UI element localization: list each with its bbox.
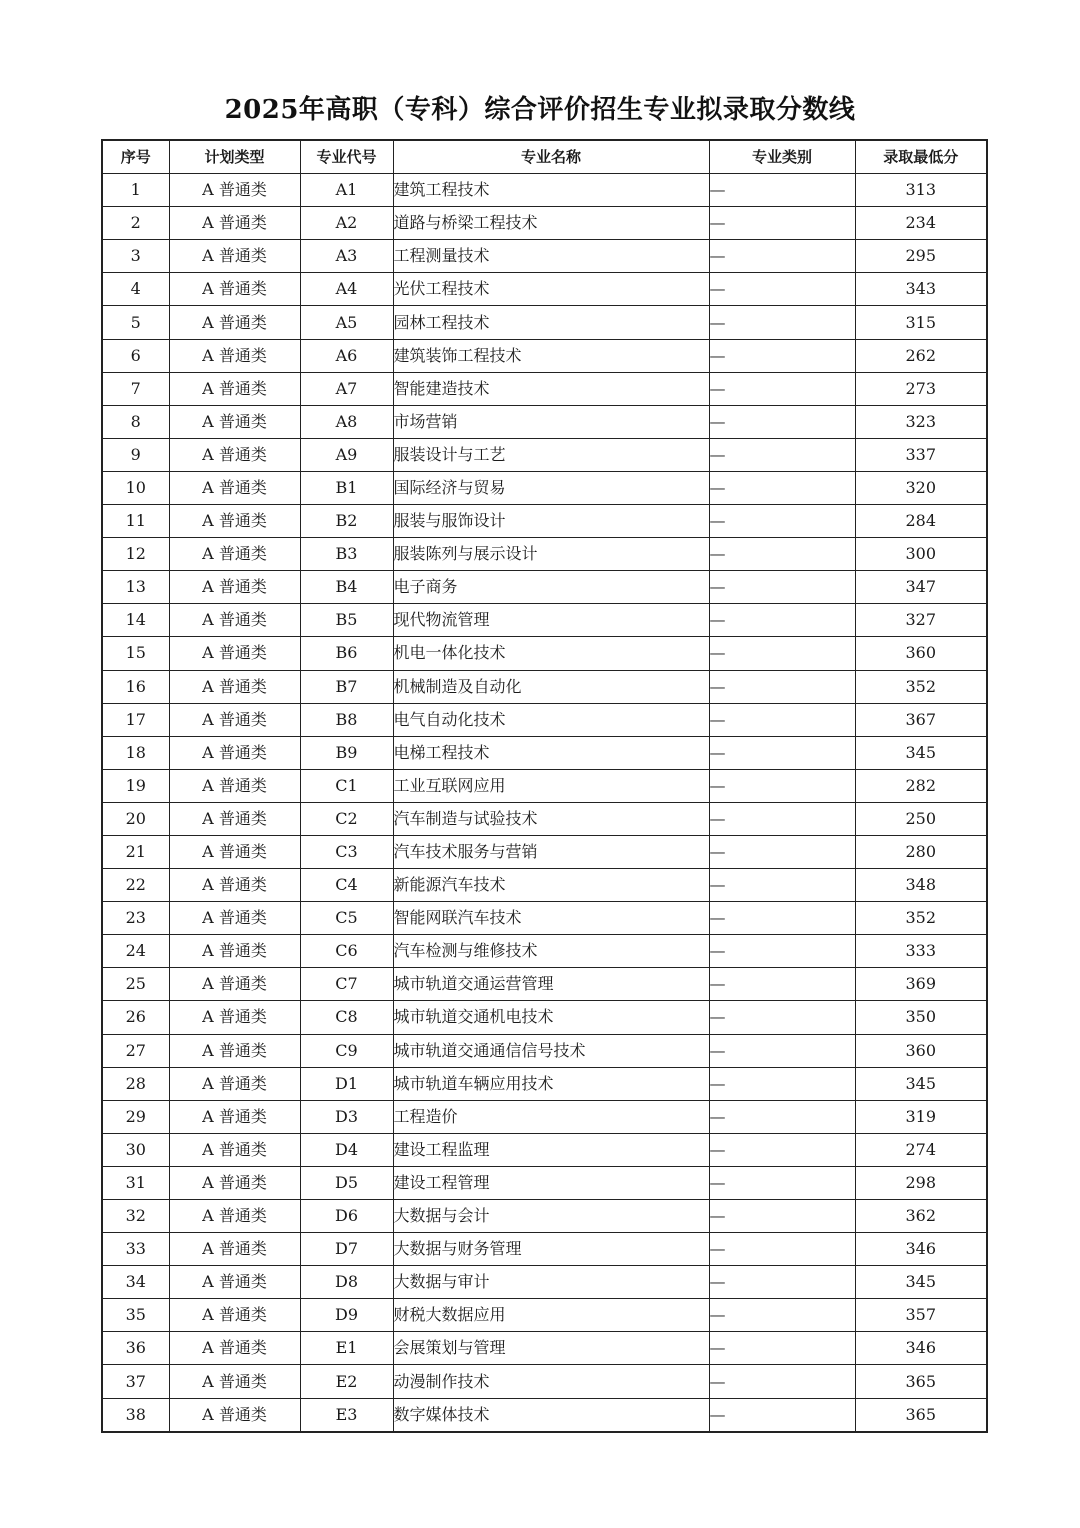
cell-major-name: 工程造价: [393, 1100, 709, 1133]
cell-serial: 16: [102, 670, 169, 703]
cell-major-code: C1: [300, 769, 393, 802]
cell-serial: 22: [102, 869, 169, 902]
cell-major-code: B7: [300, 670, 393, 703]
cell-major-code: E3: [300, 1398, 393, 1432]
cell-serial: 30: [102, 1133, 169, 1166]
cell-min-score: 295: [855, 240, 987, 273]
cell-major-code: B9: [300, 736, 393, 769]
table-row: [102, 670, 987, 703]
cell-serial: 17: [102, 703, 169, 736]
cell-major-code: C7: [300, 968, 393, 1001]
cell-serial: 5: [102, 306, 169, 339]
cell-major-name: 机械制造及自动化: [393, 670, 709, 703]
cell-major-code: E2: [300, 1365, 393, 1398]
cell-serial: 7: [102, 372, 169, 405]
cell-serial: 34: [102, 1266, 169, 1299]
cell-major-category: —: [709, 1233, 855, 1266]
cell-major-name: 大数据与审计: [393, 1266, 709, 1299]
cell-major-name: 工程测量技术: [393, 240, 709, 273]
table-row: [102, 902, 987, 935]
cell-min-score: 348: [855, 869, 987, 902]
table-row: [102, 240, 987, 273]
cell-min-score: 345: [855, 1266, 987, 1299]
table-row: [102, 1398, 987, 1432]
cell-serial: 6: [102, 339, 169, 372]
cell-plan-type: A 普通类: [169, 670, 300, 703]
cell-major-name: 汽车技术服务与营销: [393, 835, 709, 868]
cell-major-code: B4: [300, 571, 393, 604]
cell-major-name: 大数据与财务管理: [393, 1233, 709, 1266]
cell-major-name: 大数据与会计: [393, 1200, 709, 1233]
cell-min-score: 320: [855, 471, 987, 504]
table-row: [102, 207, 987, 240]
cell-major-code: D1: [300, 1067, 393, 1100]
cell-major-category: —: [709, 637, 855, 670]
table-row: [102, 471, 987, 504]
cell-min-score: 357: [855, 1299, 987, 1332]
cell-serial: 26: [102, 1001, 169, 1034]
cell-major-name: 新能源汽车技术: [393, 869, 709, 902]
cell-plan-type: A 普通类: [169, 273, 300, 306]
cell-major-code: D3: [300, 1100, 393, 1133]
table-row: [102, 968, 987, 1001]
cell-major-code: C8: [300, 1001, 393, 1034]
cell-plan-type: A 普通类: [169, 1133, 300, 1166]
cell-plan-type: A 普通类: [169, 571, 300, 604]
cell-min-score: 337: [855, 438, 987, 471]
cell-plan-type: A 普通类: [169, 1332, 300, 1365]
cell-min-score: 280: [855, 835, 987, 868]
cell-major-category: —: [709, 571, 855, 604]
table-row: [102, 1233, 987, 1266]
cell-major-category: —: [709, 1266, 855, 1299]
table-row: [102, 273, 987, 306]
cell-major-code: B6: [300, 637, 393, 670]
table-row: [102, 1001, 987, 1034]
cell-min-score: 345: [855, 736, 987, 769]
cell-serial: 18: [102, 736, 169, 769]
cell-min-score: 300: [855, 538, 987, 571]
table-row: [102, 835, 987, 868]
cell-plan-type: A 普通类: [169, 405, 300, 438]
table-row: [102, 1133, 987, 1166]
cell-serial: 10: [102, 471, 169, 504]
cell-major-name: 城市轨道车辆应用技术: [393, 1067, 709, 1100]
cell-major-category: —: [709, 372, 855, 405]
table-row: [102, 1365, 987, 1398]
cell-plan-type: A 普通类: [169, 1034, 300, 1067]
cell-plan-type: A 普通类: [169, 935, 300, 968]
cell-major-code: D5: [300, 1166, 393, 1199]
cell-plan-type: A 普通类: [169, 769, 300, 802]
cell-serial: 23: [102, 902, 169, 935]
cell-major-code: B2: [300, 505, 393, 538]
cell-major-code: D8: [300, 1266, 393, 1299]
table-header-row: [102, 140, 987, 174]
cell-min-score: 352: [855, 902, 987, 935]
cell-major-name: 建筑工程技术: [393, 174, 709, 207]
cell-major-category: —: [709, 1365, 855, 1398]
table-row: [102, 935, 987, 968]
table-row: [102, 174, 987, 207]
cell-serial: 36: [102, 1332, 169, 1365]
cell-major-name: 建设工程管理: [393, 1166, 709, 1199]
cell-major-name: 道路与桥梁工程技术: [393, 207, 709, 240]
cell-major-name: 国际经济与贸易: [393, 471, 709, 504]
cell-min-score: 343: [855, 273, 987, 306]
cell-min-score: 360: [855, 1034, 987, 1067]
cell-serial: 29: [102, 1100, 169, 1133]
cell-major-category: —: [709, 405, 855, 438]
cell-major-name: 城市轨道交通机电技术: [393, 1001, 709, 1034]
cell-min-score: 350: [855, 1001, 987, 1034]
cell-major-code: C5: [300, 902, 393, 935]
table-row: [102, 438, 987, 471]
table-row: [102, 604, 987, 637]
header-major-code: 专业代号: [300, 140, 393, 174]
cell-serial: 24: [102, 935, 169, 968]
cell-serial: 1: [102, 174, 169, 207]
cell-min-score: 282: [855, 769, 987, 802]
table-row: [102, 1034, 987, 1067]
cell-plan-type: A 普通类: [169, 1200, 300, 1233]
table-row: [102, 372, 987, 405]
table-row: [102, 571, 987, 604]
table-row: [102, 1332, 987, 1365]
cell-min-score: 347: [855, 571, 987, 604]
cell-major-category: —: [709, 902, 855, 935]
table-row: [102, 538, 987, 571]
cell-major-name: 工业互联网应用: [393, 769, 709, 802]
cell-plan-type: A 普通类: [169, 438, 300, 471]
cell-serial: 21: [102, 835, 169, 868]
cell-major-category: —: [709, 306, 855, 339]
table-row: [102, 1100, 987, 1133]
cell-min-score: 369: [855, 968, 987, 1001]
cell-min-score: 262: [855, 339, 987, 372]
cell-serial: 4: [102, 273, 169, 306]
cell-major-name: 智能网联汽车技术: [393, 902, 709, 935]
cell-major-category: —: [709, 703, 855, 736]
cell-plan-type: A 普通类: [169, 207, 300, 240]
cell-min-score: 323: [855, 405, 987, 438]
cell-min-score: 345: [855, 1067, 987, 1100]
cell-major-code: C6: [300, 935, 393, 968]
cell-serial: 35: [102, 1299, 169, 1332]
cell-major-name: 电气自动化技术: [393, 703, 709, 736]
cell-major-category: —: [709, 207, 855, 240]
cell-min-score: 319: [855, 1100, 987, 1133]
cell-plan-type: A 普通类: [169, 1001, 300, 1034]
cell-major-category: —: [709, 604, 855, 637]
header-plan-type: 计划类型: [169, 140, 300, 174]
cell-major-code: C4: [300, 869, 393, 902]
cell-min-score: 346: [855, 1332, 987, 1365]
cell-serial: 19: [102, 769, 169, 802]
table-row: [102, 703, 987, 736]
cell-min-score: 333: [855, 935, 987, 968]
cell-major-name: 电梯工程技术: [393, 736, 709, 769]
cell-major-category: —: [709, 1200, 855, 1233]
cell-major-code: C3: [300, 835, 393, 868]
cell-serial: 11: [102, 505, 169, 538]
cell-major-category: —: [709, 1034, 855, 1067]
table-row: [102, 1266, 987, 1299]
document-title: 2025年高职（专科）综合评价招生专业拟录取分数线: [224, 95, 856, 125]
cell-major-code: B3: [300, 538, 393, 571]
cell-major-name: 服装与服饰设计: [393, 505, 709, 538]
header-major-category: 专业类别: [709, 140, 855, 174]
cell-plan-type: A 普通类: [169, 802, 300, 835]
table-row: [102, 1299, 987, 1332]
cell-major-category: —: [709, 273, 855, 306]
cell-major-code: A4: [300, 273, 393, 306]
table-row: [102, 1067, 987, 1100]
cell-major-category: —: [709, 505, 855, 538]
cell-major-code: C9: [300, 1034, 393, 1067]
cell-plan-type: A 普通类: [169, 869, 300, 902]
cell-major-category: —: [709, 240, 855, 273]
table-row: [102, 769, 987, 802]
header-major-name: 专业名称: [393, 140, 709, 174]
cell-major-category: —: [709, 1133, 855, 1166]
table-row: [102, 736, 987, 769]
table-row: [102, 1166, 987, 1199]
cell-min-score: 352: [855, 670, 987, 703]
cell-serial: 3: [102, 240, 169, 273]
cell-serial: 9: [102, 438, 169, 471]
cell-serial: 28: [102, 1067, 169, 1100]
cell-major-code: D6: [300, 1200, 393, 1233]
cell-major-code: A6: [300, 339, 393, 372]
cell-serial: 37: [102, 1365, 169, 1398]
cell-major-category: —: [709, 968, 855, 1001]
cell-major-category: —: [709, 869, 855, 902]
cell-major-category: —: [709, 1100, 855, 1133]
table-row: [102, 339, 987, 372]
cell-serial: 14: [102, 604, 169, 637]
cell-major-code: B1: [300, 471, 393, 504]
cell-major-category: —: [709, 1332, 855, 1365]
cell-min-score: 313: [855, 174, 987, 207]
cell-plan-type: A 普通类: [169, 240, 300, 273]
table-row: [102, 405, 987, 438]
cell-plan-type: A 普通类: [169, 471, 300, 504]
cell-min-score: 327: [855, 604, 987, 637]
cell-min-score: 250: [855, 802, 987, 835]
header-min-score: 录取最低分: [855, 140, 987, 174]
cell-min-score: 360: [855, 637, 987, 670]
cell-major-name: 城市轨道交通运营管理: [393, 968, 709, 1001]
cell-major-category: —: [709, 769, 855, 802]
cell-plan-type: A 普通类: [169, 902, 300, 935]
cell-major-name: 财税大数据应用: [393, 1299, 709, 1332]
cell-serial: 2: [102, 207, 169, 240]
cell-major-name: 市场营销: [393, 405, 709, 438]
cell-major-category: —: [709, 802, 855, 835]
cell-major-name: 城市轨道交通通信信号技术: [393, 1034, 709, 1067]
cell-plan-type: A 普通类: [169, 604, 300, 637]
table-row: [102, 505, 987, 538]
cell-plan-type: A 普通类: [169, 637, 300, 670]
cell-major-code: C2: [300, 802, 393, 835]
cell-major-name: 动漫制作技术: [393, 1365, 709, 1398]
cell-major-name: 汽车检测与维修技术: [393, 935, 709, 968]
table-row: [102, 1200, 987, 1233]
cell-major-category: —: [709, 670, 855, 703]
cell-min-score: 234: [855, 207, 987, 240]
cell-min-score: 284: [855, 505, 987, 538]
cell-major-name: 智能建造技术: [393, 372, 709, 405]
table-row: [102, 869, 987, 902]
cell-major-code: A8: [300, 405, 393, 438]
cell-serial: 12: [102, 538, 169, 571]
cell-major-category: —: [709, 438, 855, 471]
cell-major-name: 园林工程技术: [393, 306, 709, 339]
table-row: [102, 306, 987, 339]
cell-plan-type: A 普通类: [169, 505, 300, 538]
cell-plan-type: A 普通类: [169, 1398, 300, 1432]
cell-major-name: 机电一体化技术: [393, 637, 709, 670]
cell-serial: 15: [102, 637, 169, 670]
header-serial: 序号: [102, 140, 169, 174]
cell-plan-type: A 普通类: [169, 1166, 300, 1199]
cell-major-category: —: [709, 339, 855, 372]
cell-major-name: 建筑装饰工程技术: [393, 339, 709, 372]
cell-major-category: —: [709, 736, 855, 769]
cell-major-code: A9: [300, 438, 393, 471]
cell-plan-type: A 普通类: [169, 1233, 300, 1266]
cell-serial: 8: [102, 405, 169, 438]
cell-major-category: —: [709, 1166, 855, 1199]
cell-min-score: 274: [855, 1133, 987, 1166]
cell-major-code: A2: [300, 207, 393, 240]
cell-major-code: A3: [300, 240, 393, 273]
cell-major-category: —: [709, 174, 855, 207]
cell-plan-type: A 普通类: [169, 306, 300, 339]
cell-major-code: B8: [300, 703, 393, 736]
cell-major-code: D7: [300, 1233, 393, 1266]
cell-serial: 27: [102, 1034, 169, 1067]
cell-min-score: 346: [855, 1233, 987, 1266]
cell-major-category: —: [709, 1398, 855, 1432]
cell-plan-type: A 普通类: [169, 1266, 300, 1299]
cell-serial: 33: [102, 1233, 169, 1266]
cell-plan-type: A 普通类: [169, 736, 300, 769]
cell-major-code: A5: [300, 306, 393, 339]
cell-plan-type: A 普通类: [169, 1299, 300, 1332]
cell-major-code: D4: [300, 1133, 393, 1166]
cell-serial: 13: [102, 571, 169, 604]
cell-plan-type: A 普通类: [169, 835, 300, 868]
cell-plan-type: A 普通类: [169, 1365, 300, 1398]
cell-plan-type: A 普通类: [169, 1067, 300, 1100]
cell-plan-type: A 普通类: [169, 538, 300, 571]
cell-min-score: 298: [855, 1166, 987, 1199]
cell-plan-type: A 普通类: [169, 174, 300, 207]
cell-serial: 25: [102, 968, 169, 1001]
table-row: [102, 802, 987, 835]
cell-serial: 20: [102, 802, 169, 835]
cell-major-category: —: [709, 1067, 855, 1100]
cell-min-score: 315: [855, 306, 987, 339]
cell-plan-type: A 普通类: [169, 372, 300, 405]
cell-major-category: —: [709, 1001, 855, 1034]
cell-serial: 38: [102, 1398, 169, 1432]
cell-major-code: A1: [300, 174, 393, 207]
cell-major-name: 光伏工程技术: [393, 273, 709, 306]
cell-major-name: 数字媒体技术: [393, 1398, 709, 1432]
cell-major-category: —: [709, 835, 855, 868]
cell-min-score: 365: [855, 1365, 987, 1398]
cell-major-code: B5: [300, 604, 393, 637]
cell-major-name: 服装陈列与展示设计: [393, 538, 709, 571]
cell-major-category: —: [709, 471, 855, 504]
cell-plan-type: A 普通类: [169, 339, 300, 372]
cell-major-name: 电子商务: [393, 571, 709, 604]
cell-plan-type: A 普通类: [169, 703, 300, 736]
admission-score-table: [101, 139, 988, 1433]
cell-major-name: 汽车制造与试验技术: [393, 802, 709, 835]
cell-major-name: 服装设计与工艺: [393, 438, 709, 471]
table-row: [102, 637, 987, 670]
cell-serial: 31: [102, 1166, 169, 1199]
cell-min-score: 362: [855, 1200, 987, 1233]
cell-major-category: —: [709, 1299, 855, 1332]
cell-major-name: 会展策划与管理: [393, 1332, 709, 1365]
cell-major-category: —: [709, 935, 855, 968]
cell-major-code: A7: [300, 372, 393, 405]
cell-major-name: 建设工程监理: [393, 1133, 709, 1166]
cell-serial: 32: [102, 1200, 169, 1233]
cell-min-score: 365: [855, 1398, 987, 1432]
cell-major-code: D9: [300, 1299, 393, 1332]
cell-plan-type: A 普通类: [169, 968, 300, 1001]
cell-major-code: E1: [300, 1332, 393, 1365]
cell-major-category: —: [709, 538, 855, 571]
cell-min-score: 273: [855, 372, 987, 405]
cell-plan-type: A 普通类: [169, 1100, 300, 1133]
cell-min-score: 367: [855, 703, 987, 736]
cell-major-name: 现代物流管理: [393, 604, 709, 637]
table-body: [102, 174, 987, 1432]
